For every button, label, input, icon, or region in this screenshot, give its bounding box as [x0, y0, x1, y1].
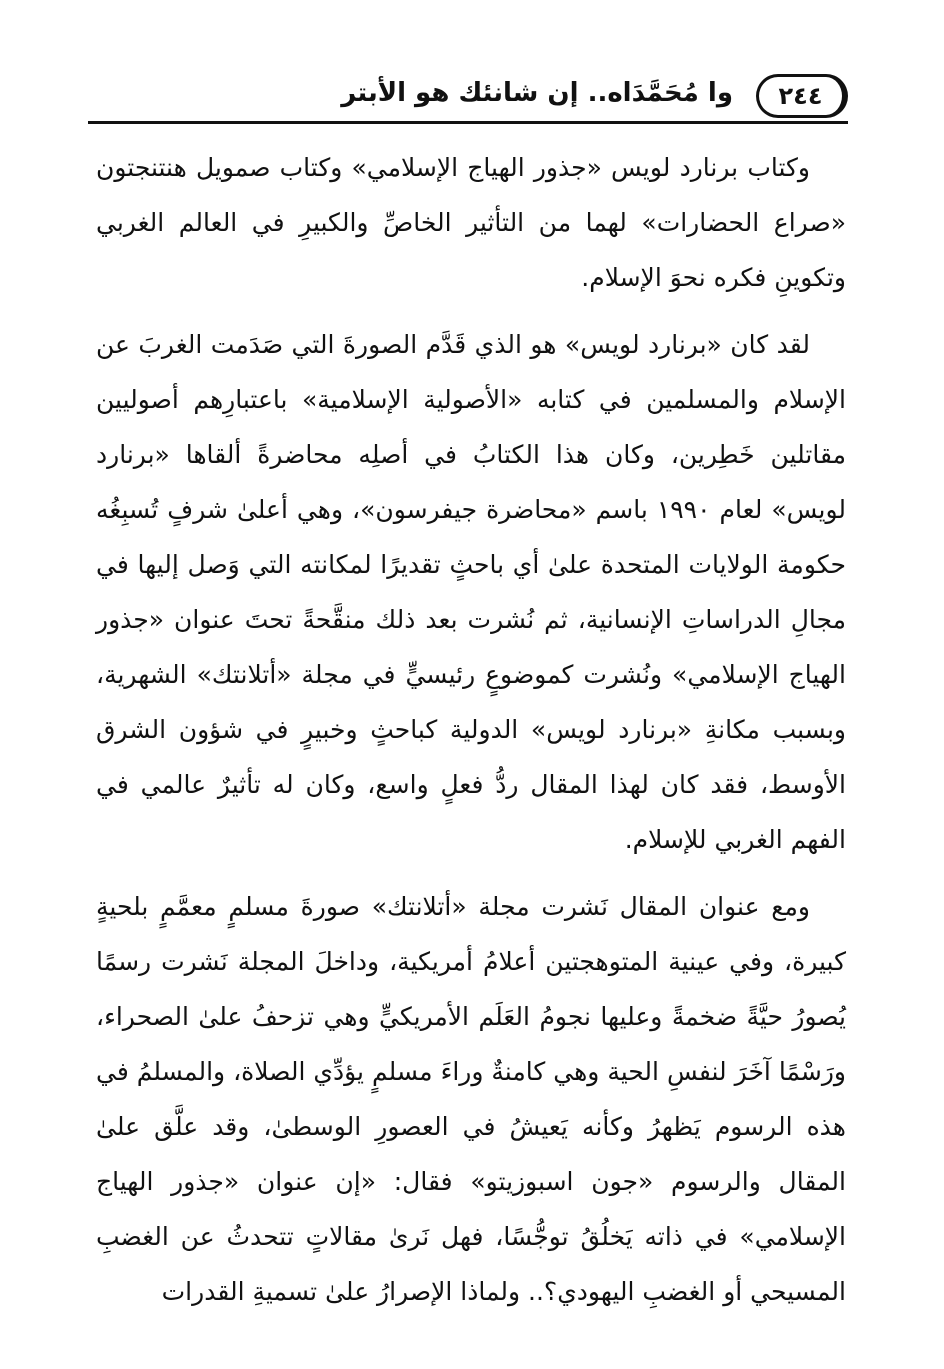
- header-rule: [88, 121, 848, 124]
- page-header: [88, 66, 848, 126]
- paragraph-3: ومع عنوان المقال نَشرت مجلة «أتلانتك» صورةَ مسلمٍ معمَّمٍ بلحيةٍ كبيرة، وفي عينية المتوهجتين أعلامُ أمريكية، وداخلَ المجلة نَشرت رسمًا يُصورُ حيَّةً ضخمةً وعليها نجومُ العَلَم الأمريكيٍّ وهي تزحفُ علىٰ الصحراء، ورَسْمًا آخَرَ لنفسِ الحية وهي كامنةٌ وراءَ مسلمٍ يؤدِّي الصلاة، والمسلمُ في هذه الرسوم يَظهرُ وكأنه يَعيشُ في العصورِ الوسطىٰ، وقد علَّق علىٰ المقال والرسوم «جون اسبوزيتو» فقال: «إن عنوان «جذور الهياج الإسلامي» في ذاته يَخلُقُ توجُّسًا، فهل نَرىٰ مقالاتٍ تتحدثُ عن الغضبِ المسيحي أو الغضبِ اليهودي؟.. ولماذا الإصرارُ علىٰ تسميةِ القدرات: [96, 892, 846, 1306]
- body-text: [96, 140, 846, 1331]
- page-number: ٢٤٤: [756, 74, 848, 118]
- paragraph-2: لقد كان «برنارد لويس» هو الذي قَدَّم الصورةَ التي صَدَمت الغربَ عن الإسلام والمسلمين في كتابه «الأصولية الإسلامية» باعتبارِهم أصوليين مقاتلين خَطِرين، وكان هذا الكتابُ في أصلِه محاضرةً ألقاها «برنارد لويس» لعام ١٩٩٠ باسم «محاضرة جيفرسون»، وهي أعلىٰ شرفٍ تُسبِغُه حكومة الولايات المتحدة علىٰ أي باحثٍ تقديرًا لمكانته التي وَصل إليها في مجالِ الدراساتِ الإنسانية، ثم نُشرت بعد ذلك منقَّحةً تحتَ عنوان «جذور الهياج الإسلامي» ونُشرت كموضوعٍ رئيسيٍّ في مجلة «أتلانتك» الشهرية، وبسبب مكانةِ «برنارد لويس» الدولية كباحثٍ وخبيرٍ في شؤون الشرق الأوسط، فقد كان لهذا المقال ردُّ فعلٍ واسع، وكان له تأثيرٌ عالمي في الفهم الغربي للإسلام.: [96, 330, 847, 854]
- paragraph-1: وكتاب برنارد لويس «جذور الهياج الإسلامي» وكتاب صمويل هنتنجتون «صراع الحضارات» لهما من التأثير الخاصِّ والكبيرِ في العالم الغربي وتكوينِ فكره نحوَ الإسلام.: [96, 153, 846, 292]
- running-title: وا مُحَمَّدَاه.. إن شانئك هو الأبتر: [341, 78, 733, 108]
